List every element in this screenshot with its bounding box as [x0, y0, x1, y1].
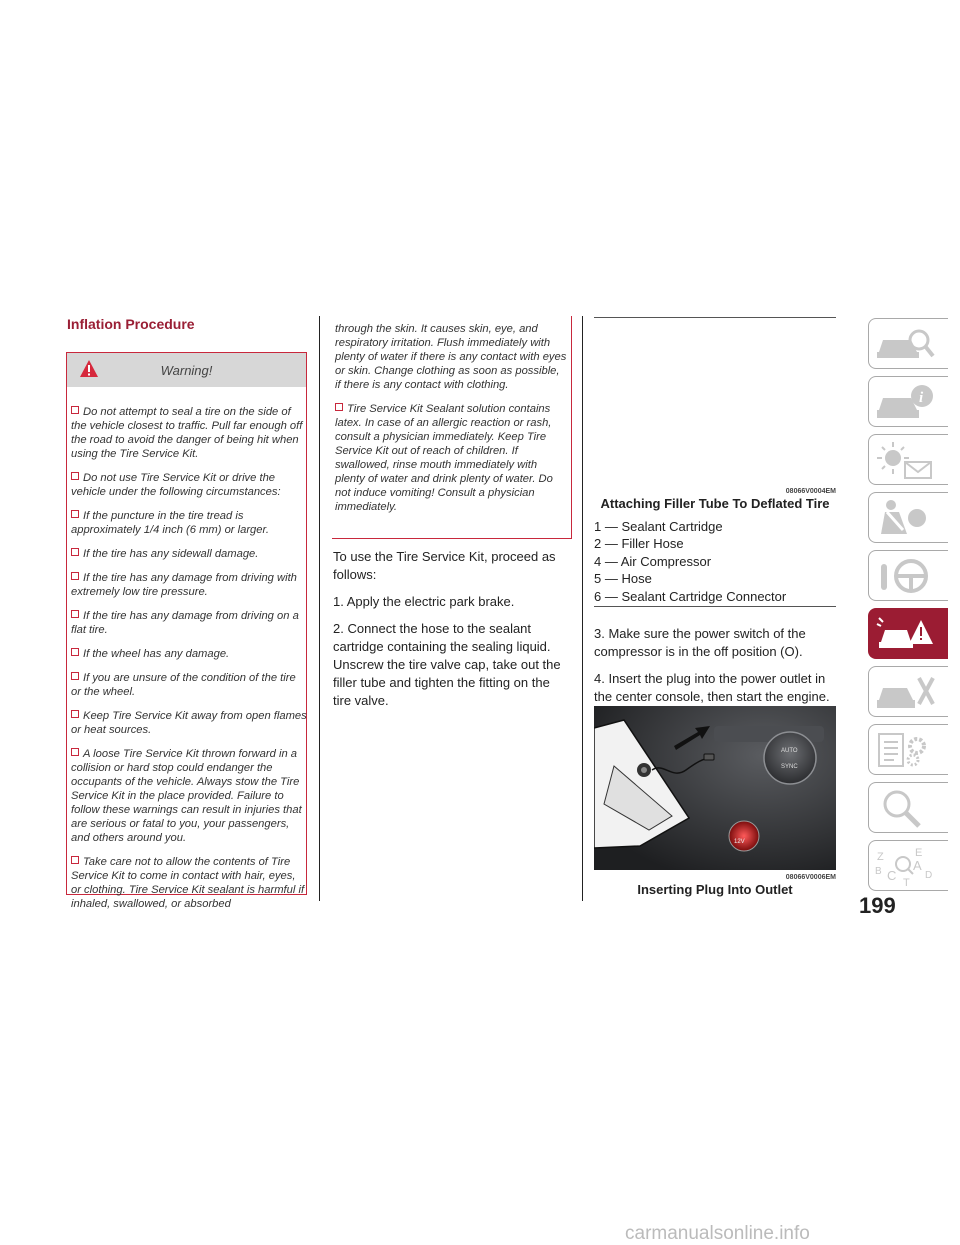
warning-box-continued — [332, 316, 572, 539]
procedure-text — [333, 548, 569, 719]
warning-list-continued — [335, 322, 567, 524]
intro-text: To use the Tire Service Kit, proceed as follows: — [333, 549, 556, 582]
warning-item: If the tire has any damage from driving on a flat tire. — [71, 610, 299, 636]
warning-header — [67, 353, 306, 387]
checkbox-bullet-icon — [71, 710, 79, 718]
tab-index[interactable] — [868, 840, 948, 891]
checkbox-bullet-icon — [71, 748, 79, 756]
legend-item: 6 — Sealant Cartridge Connector — [594, 588, 787, 604]
warning-item: If the tire has any sidewall damage. — [71, 547, 307, 561]
car-emergency-icon — [875, 614, 937, 654]
warning-item: If the puncture in the tire tread is approximately 1/4 inch (6 mm) or larger. — [71, 510, 269, 536]
warning-item: Do not attempt to seal a tire on the side of the vehicle closest to traffic. Pull far enough off the road to avoid the danger of being hit when using the Tire Service Kit. — [71, 406, 303, 460]
checkbox-bullet-icon — [71, 856, 79, 864]
warning-list — [71, 405, 307, 921]
legend-rule — [594, 606, 836, 607]
watermark: carmanualsonline.info — [625, 1223, 810, 1244]
warning-item: through the skin. It causes skin, eye, and respiratory irritation. Flush immediately with plenty of water if there is any contact with eyes or skin. Change clothing as soon as possible, if there is any contact with clothing. — [335, 323, 567, 391]
svg-text:C: C — [887, 868, 897, 883]
outlet-label: 12V — [734, 839, 745, 845]
tab-car-search[interactable] — [868, 318, 948, 369]
tab-search[interactable] — [868, 782, 948, 833]
page-number: 199 — [859, 893, 896, 918]
step-2: 2. Connect the hose to the sealant cartridge containing the sealing liquid. Unscrew the tire valve cap, take out the filler tube and tighten the fitting on the tire valve. — [333, 621, 561, 708]
procedure-steps-continued — [594, 625, 838, 715]
tab-car-service[interactable] — [868, 666, 948, 717]
step-1: 1. Apply the electric park brake. — [333, 594, 515, 609]
svg-text:Z: Z — [877, 851, 884, 863]
legend-item: 4 — Air Compressor — [594, 553, 712, 569]
figure-2-code: 08066V0006EM — [785, 874, 836, 881]
warning-lights-icon — [875, 440, 937, 480]
tab-warning-lights[interactable] — [868, 434, 948, 485]
tab-car-info[interactable] — [868, 376, 948, 427]
svg-text:B: B — [875, 866, 882, 877]
tab-specifications[interactable] — [868, 724, 948, 775]
checkbox-bullet-icon — [71, 510, 79, 518]
tab-emergency[interactable] — [868, 608, 948, 659]
legend-item: 5 — Hose — [594, 571, 652, 587]
figure-1-legend — [594, 518, 834, 605]
figure-top-rule — [594, 317, 836, 318]
section-title: Inflation Procedure — [67, 316, 195, 332]
tab-seatbelt-airbag[interactable] — [868, 492, 948, 543]
svg-text:D: D — [925, 870, 933, 881]
column-divider — [582, 316, 583, 901]
svg-text:T: T — [903, 877, 910, 886]
auto-label: AUTO — [781, 748, 798, 754]
step-3: 3. Make sure the power switch of the compressor is in the off position (O). — [594, 626, 806, 659]
seatbelt-airbag-icon — [875, 498, 937, 538]
index-letters-icon — [875, 846, 937, 886]
figure-1-code: 08066V0004EM — [785, 488, 836, 495]
figure-1-caption: Attaching Filler Tube To Deflated Tire — [600, 496, 830, 511]
tab-steering-wheel[interactable] — [868, 550, 948, 601]
sync-label: SYNC — [781, 764, 798, 770]
checkbox-bullet-icon — [71, 548, 79, 556]
legend-item: 1 — Sealant Cartridge — [594, 519, 723, 534]
steering-wheel-icon — [875, 556, 937, 596]
outlet-photo — [594, 706, 836, 870]
warning-box — [66, 352, 307, 910]
warning-item: Keep Tire Service Kit away from open flames or heat sources. — [71, 710, 307, 736]
car-search-icon — [875, 324, 937, 364]
warning-title: Warning! — [160, 363, 213, 378]
warning-item: Do not use Tire Service Kit or drive the vehicle under the following circumstances: — [71, 472, 281, 498]
magnifier-icon — [875, 788, 937, 828]
svg-text:A: A — [913, 858, 922, 873]
checkbox-bullet-icon — [335, 403, 343, 411]
checkbox-bullet-icon — [71, 406, 79, 414]
checkbox-bullet-icon — [71, 472, 79, 480]
warning-item: Take care not to allow the contents of Tire Service Kit to come in contact with hair, eyes, or clothing. Tire Service Kit sealant is harmful if inhaled, swallowed, or absorbed — [71, 856, 305, 910]
svg-text:i: i — [919, 390, 924, 406]
checkbox-bullet-icon — [71, 648, 79, 656]
checkbox-bullet-icon — [71, 610, 79, 618]
svg-text:E: E — [915, 847, 923, 859]
warning-item: Tire Service Kit Sealant solution contains latex. In case of an allergic reaction or rash, consult a physician immediately. Keep Tire Service Kit out of reach of children. If swallowed, rinse mouth immediately with plenty of water and drink plenty of water. Do not induce vomiting! Consult a physician immediately. — [335, 403, 553, 513]
warning-item: If the wheel has any damage. — [71, 647, 307, 661]
figure-2-caption: Inserting Plug Into Outlet — [637, 882, 793, 897]
car-service-icon — [875, 672, 937, 712]
checkbox-bullet-icon — [71, 672, 79, 680]
console-illustration — [594, 706, 836, 870]
checkbox-bullet-icon — [71, 572, 79, 580]
car-info-icon — [875, 382, 937, 422]
specs-gears-icon — [875, 730, 937, 770]
column-divider — [319, 316, 320, 901]
warning-item: A loose Tire Service Kit thrown forward in a collision or hard stop could endanger the occupants of the vehicle. Always stow the Tire Service Kit in the place provided. Failure to follow these warnings can result in injuries that are serious or fatal to you, your passengers, and others around you. — [71, 748, 302, 844]
warning-item: If the tire has any damage from driving with extremely low tire pressure. — [71, 572, 297, 598]
legend-item: 2 — Filler Hose — [594, 536, 684, 552]
warning-item: If you are unsure of the condition of the tire or the wheel. — [71, 672, 296, 698]
step-4: 4. Insert the plug into the power outlet in the center console, then start the engine. — [594, 671, 830, 704]
